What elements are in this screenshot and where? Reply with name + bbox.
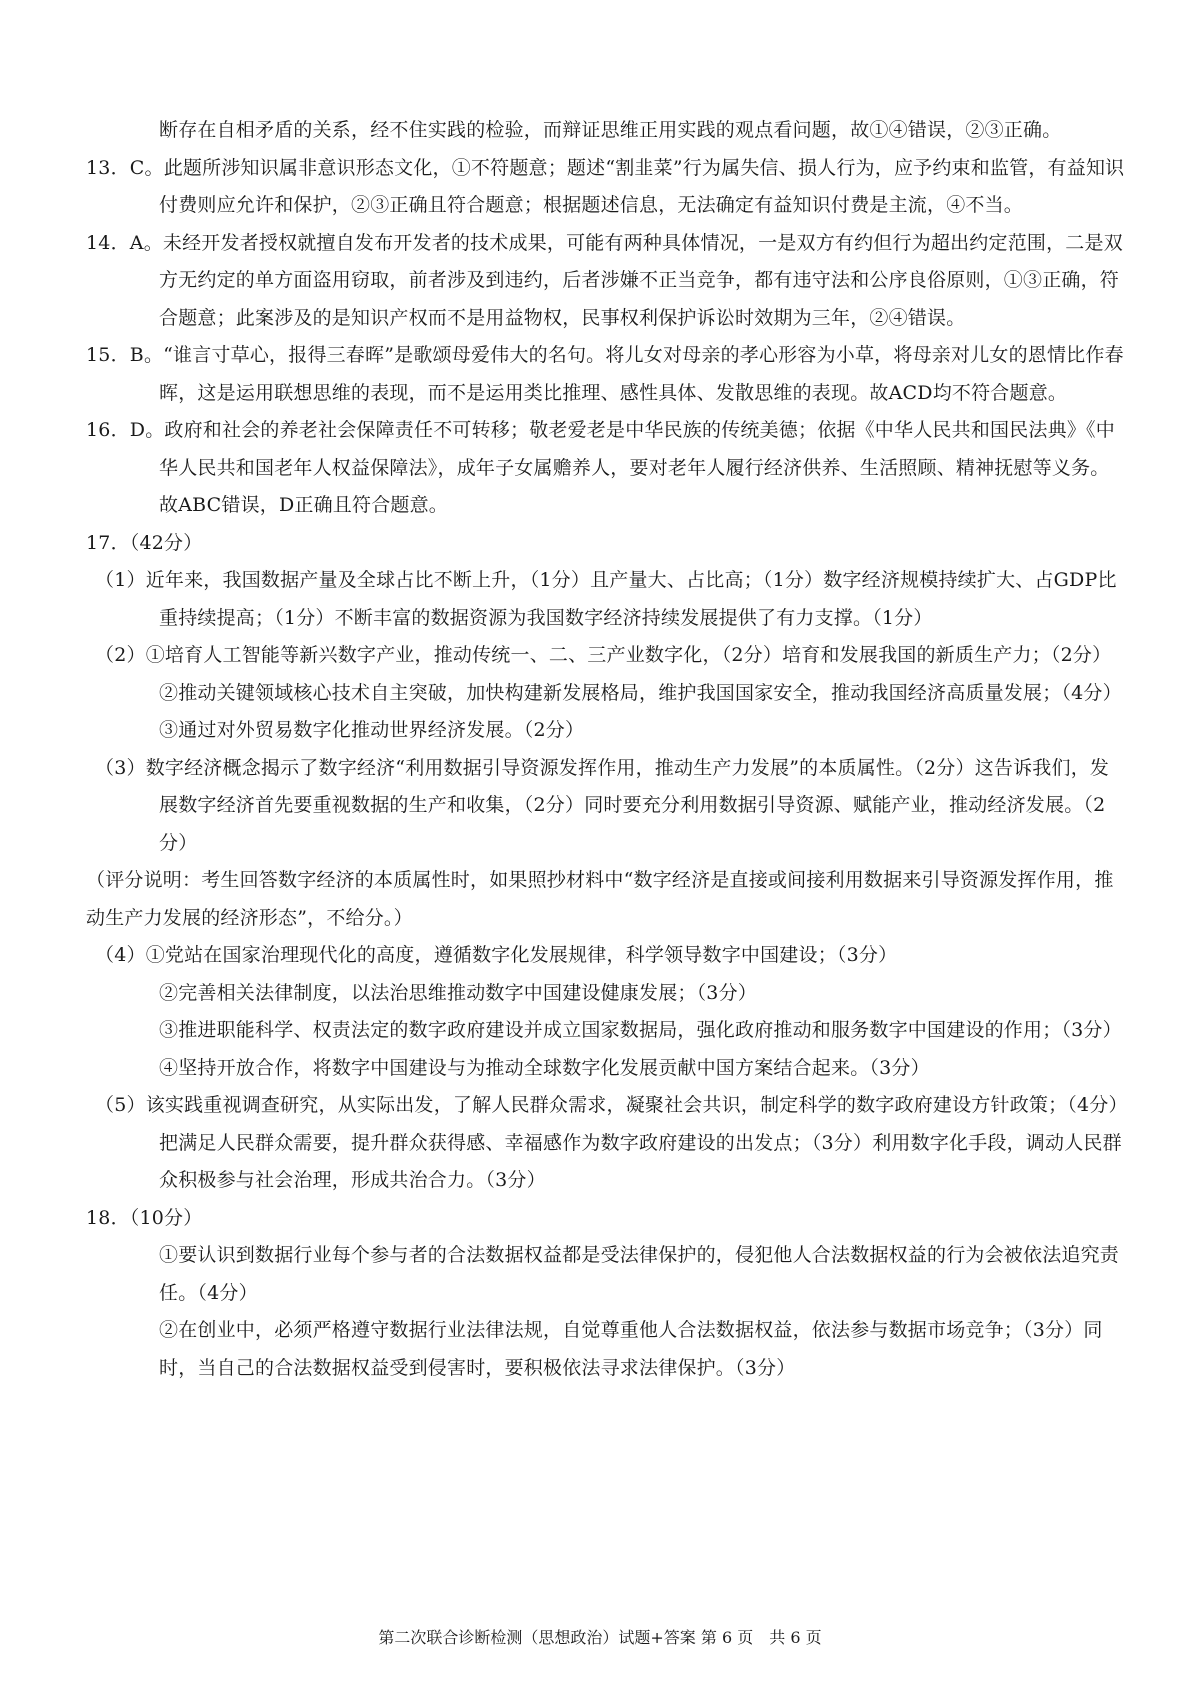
text-paragraph: 17．（42分）: [86, 531, 203, 554]
text-paragraph: （评分说明：考生回答数字经济的本质属性时，如果照抄材料中“数字经济是直接或间接利用数据来引导资源发挥作用，推动生产力发展的经济形态”，不给分。）: [86, 869, 1114, 929]
text-paragraph: ②推动关键领域核心技术自主突破，加快构建新发展格局，维护我国国家安全，推动我国经济高质量发展；（4分）: [159, 681, 1122, 704]
text-paragraph: ②完善相关法律制度，以法治思维推动数字中国建设健康发展；（3分）: [159, 981, 757, 1004]
page-footer: 第二次联合诊断检测（思想政治）试题+答案 第 6 页 共 6 页: [378, 1628, 822, 1647]
text-paragraph: ③推进职能科学、权责法定的数字政府建设并成立国家数据局，强化政府推动和服务数字中国建设的作用；（3分）: [159, 1019, 1122, 1041]
text-paragraph: （3）数字经济概念揭示了数字经济“利用数据引导资源发挥作用，推动生产力发展”的本质属性。（2分）这告诉我们，发展数字经济首先要重视数据的生产和收集，（2分）同时要充分利用数据引导资源、赋能产业，推动经济发展。（2分）: [95, 756, 1110, 854]
answer-body: [86, 112, 1126, 1387]
text-paragraph: ③通过对外贸易数字化推动世界经济发展。（2分）: [159, 719, 585, 741]
text-paragraph: 18．（10分）: [86, 1206, 203, 1229]
text-paragraph: 13．C。此题所涉知识属非意识形态文化，①不符题意；题述“割韭菜”行为属失信、损人行为，应予约束和监管，有益知识付费则应允许和保护，②③正确且符合题意；根据题述信息，无法确定有益知识付费是主流，④不当。: [86, 156, 1125, 216]
text-paragraph: 16．D。政府和社会的养老社会保障责任不可转移；敬老爱老是中华民族的传统美德；依据《中华人民共和国民法典》《中华人民共和国老年人权益保障法》，成年子女属赡养人，要对老年人履行经济供养、生活照顾、精神抚慰等义务。故ABC错误，D正确且符合题意。: [86, 419, 1115, 516]
text-paragraph: （5）该实践重视调查研究，从实际出发，了解人民群众需求，凝聚社会共识，制定科学的数字政府建设方针政策；（4分）把满足人民群众需要，提升群众获得感、幸福感作为数字政府建设的出发点；（3分）利用数字化手段，调动人民群众积极参与社会治理，形成共治合力。（3分）: [95, 1094, 1122, 1191]
text-paragraph: ①要认识到数据行业每个参与者的合法数据权益都是受法律保护的，侵犯他人合法数据权益的行为会被依法追究责任。（4分）: [159, 1244, 1120, 1304]
text-paragraph: （4）①党站在国家治理现代化的高度，遵循数字化发展规律，科学领导数字中国建设；（3分）: [95, 944, 898, 966]
text-paragraph: 14．A。未经开发者授权就擅自发布开发者的技术成果，可能有两种具体情况，一是双方有约但行为超出约定范围，二是双方无约定的单方面盗用窃取，前者涉及到违约，后者涉嫌不正当竞争，都有违守法和公序良俗原则，①③正确，符合题意；此案涉及的是知识产权而不是用益物权，民事权利保护诉讼时效期为三年，②④错误。: [86, 231, 1123, 329]
text-paragraph: 15．B。“谁言寸草心，报得三春晖”是歌颂母爱伟大的名句。将儿女对母亲的孝心形容为小草，将母亲对儿女的恩情比作春晖，这是运用联想思维的表现，而不是运用类比推理、感性具体、发散思维的表现。故ACD均不符合题意。: [86, 344, 1124, 404]
text-paragraph: （2）①培育人工智能等新兴数字产业，推动传统一、二、三产业数字化，（2分）培育和发展我国的新质生产力；（2分）: [95, 644, 1112, 666]
text-paragraph: ④坚持开放合作，将数字中国建设与为推动全球数字化发展贡献中国方案结合起来。（3分）: [159, 1056, 930, 1079]
text-paragraph: ②在创业中，必须严格遵守数据行业法律法规，自觉尊重他人合法数据权益，依法参与数据市场竞争；（3分）同时，当自己的合法数据权益受到侵害时，要积极依法寻求法律保护。（3分）: [159, 1319, 1103, 1379]
text-paragraph: （1）近年来，我国数据产量及全球占比不断上升，（1分）且产量大、占比高；（1分）数字经济规模持续扩大、占GDP比重持续提高；（1分）不断丰富的数据资源为我国数字经济持续发展提供了有力支撑。（1分）: [95, 569, 1117, 629]
text-paragraph: 断存在自相矛盾的关系，经不住实践的检验，而辩证思维正用实践的观点看问题，故①④错误，②③正确。: [159, 119, 1062, 141]
